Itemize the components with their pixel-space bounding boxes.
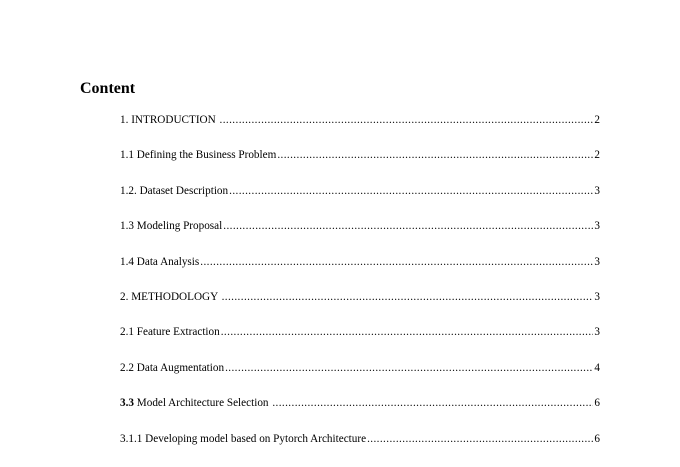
toc-entry-page: 3 <box>594 255 600 268</box>
toc-entry[interactable] <box>120 290 600 325</box>
toc-entry[interactable] <box>120 361 600 396</box>
toc-dot-leader <box>220 113 593 127</box>
toc-dot-leader <box>367 432 593 446</box>
toc-entry-title: Modeling Proposal <box>133 220 223 233</box>
toc-entry-page: 3 <box>594 184 600 197</box>
toc-entry-number: 1. <box>120 114 129 126</box>
toc-entry-title: Feature Extraction <box>133 326 220 339</box>
toc-dot-leader <box>200 255 593 269</box>
toc-entry-number: 1.1 <box>120 149 134 162</box>
toc-dot-leader <box>225 361 593 375</box>
toc-entry-number: 2.1 <box>120 326 134 339</box>
toc-entry-title: Data Augmentation <box>133 361 225 374</box>
toc-entry[interactable] <box>120 219 600 254</box>
toc-entry-title: Developing model based on Pytorch Architecture <box>142 432 367 445</box>
toc-entry-title: Data Analysis <box>133 255 200 268</box>
toc-dot-leader <box>277 148 593 162</box>
toc-entry[interactable] <box>120 184 600 219</box>
toc-dot-leader <box>223 219 593 233</box>
toc-entry-page: 2 <box>594 149 600 162</box>
toc-entry-page: 6 <box>594 397 600 410</box>
toc-entry-title: INTRODUCTION <box>128 114 219 126</box>
toc-entry[interactable] <box>120 432 600 467</box>
toc-entry-page: 4 <box>594 361 600 374</box>
toc-entry-number: 3.3 <box>120 397 134 410</box>
toc-entry-page: 3 <box>594 220 600 233</box>
toc-dot-leader <box>272 396 593 410</box>
toc-dot-leader <box>229 184 593 198</box>
toc-entry-title: Model Architecture Selection <box>133 397 272 410</box>
toc-entry-title: METHODOLOGY <box>128 290 221 303</box>
toc-entry-number: 2.2 <box>120 361 134 374</box>
toc-entry[interactable] <box>120 396 600 431</box>
toc-entry-number: 1.4 <box>120 255 134 268</box>
toc-entry[interactable] <box>120 148 600 183</box>
toc-entry-page: 3 <box>594 326 600 339</box>
toc-entry-title: Dataset Description <box>136 184 229 197</box>
toc-entry[interactable] <box>120 255 600 290</box>
toc-entry-number: 3.1.1 <box>120 432 143 445</box>
toc-entry-number: 2. <box>120 290 129 303</box>
toc-entry[interactable] <box>120 113 600 148</box>
toc-entry-number: 1.2. <box>120 184 137 197</box>
toc-entry-title: Defining the Business Problem <box>133 149 277 162</box>
toc-entry-number: 1.3 <box>120 220 134 233</box>
toc-entry-page: 2 <box>594 114 600 126</box>
toc-dot-leader <box>221 325 593 339</box>
toc-heading: Content <box>80 80 136 97</box>
toc-entry-page: 3 <box>594 290 600 303</box>
toc-entry-page: 6 <box>594 432 600 445</box>
toc-entry[interactable] <box>120 325 600 360</box>
toc-dot-leader <box>222 290 593 304</box>
toc-list <box>120 113 600 467</box>
